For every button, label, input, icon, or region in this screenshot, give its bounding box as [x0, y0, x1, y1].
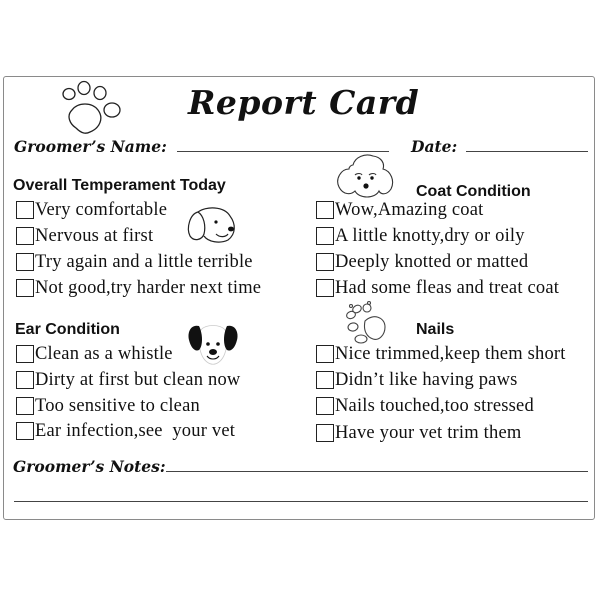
- ears-option[interactable]: Too sensitive to clean: [16, 395, 200, 417]
- checkbox[interactable]: [16, 345, 34, 363]
- groomer-name-label: Groomer’s Name:: [14, 137, 167, 156]
- date-label: Date:: [411, 137, 458, 156]
- nails-option[interactable]: Nice trimmed,keep them short: [316, 343, 566, 365]
- ears-option[interactable]: Clean as a whistle: [16, 343, 173, 365]
- floppy-ear-dog-icon: [187, 322, 239, 366]
- temperament-heading: Overall Temperament Today: [13, 177, 226, 194]
- coat-option[interactable]: A little knotty,dry or oily: [316, 225, 525, 247]
- checkbox[interactable]: [16, 279, 34, 297]
- nails-option[interactable]: Didn’t like having paws: [316, 369, 518, 391]
- groomer-name-field[interactable]: [177, 151, 389, 152]
- checkbox[interactable]: [316, 424, 334, 442]
- checkbox[interactable]: [16, 371, 34, 389]
- checkbox[interactable]: [316, 397, 334, 415]
- checkbox[interactable]: [316, 279, 334, 297]
- temperament-option[interactable]: Very comfortable: [16, 199, 167, 221]
- ears-heading: Ear Condition: [15, 321, 120, 338]
- temperament-option[interactable]: Nervous at first: [16, 225, 153, 247]
- checkbox[interactable]: [316, 227, 334, 245]
- temperament-option[interactable]: Not good,try harder next time: [16, 277, 261, 299]
- checkbox[interactable]: [316, 345, 334, 363]
- checkbox[interactable]: [316, 253, 334, 271]
- coat-option[interactable]: Deeply knotted or matted: [316, 251, 528, 273]
- paw-print-icon: [60, 80, 125, 138]
- temperament-option[interactable]: Try again and a little terrible: [16, 251, 253, 273]
- puppy-face-icon: [186, 204, 238, 246]
- notes-label: Groomer’s Notes:: [13, 457, 166, 476]
- coat-option[interactable]: Wow,Amazing coat: [316, 199, 483, 221]
- nails-heading: Nails: [416, 321, 455, 338]
- checkbox[interactable]: [316, 201, 334, 219]
- checkbox[interactable]: [16, 227, 34, 245]
- checkbox[interactable]: [16, 201, 34, 219]
- nails-option[interactable]: Nails touched,too stressed: [316, 395, 534, 417]
- notes-field-line-2[interactable]: [14, 501, 588, 502]
- paw-print-icon: [343, 303, 391, 345]
- ears-option[interactable]: Dirty at first but clean now: [16, 369, 240, 391]
- card-title: Report Card: [188, 83, 420, 122]
- checkbox[interactable]: [316, 371, 334, 389]
- coat-option[interactable]: Had some fleas and treat coat: [316, 277, 559, 299]
- checkbox[interactable]: [16, 422, 34, 440]
- nails-option[interactable]: Have your vet trim them: [316, 422, 521, 444]
- checkbox[interactable]: [16, 397, 34, 415]
- notes-field-line-1[interactable]: [166, 471, 588, 472]
- date-field[interactable]: [466, 151, 588, 152]
- poodle-face-icon: [335, 153, 397, 203]
- coat-heading: Coat Condition: [416, 183, 531, 200]
- ears-option[interactable]: Ear infection,see your vet: [16, 420, 235, 442]
- checkbox[interactable]: [16, 253, 34, 271]
